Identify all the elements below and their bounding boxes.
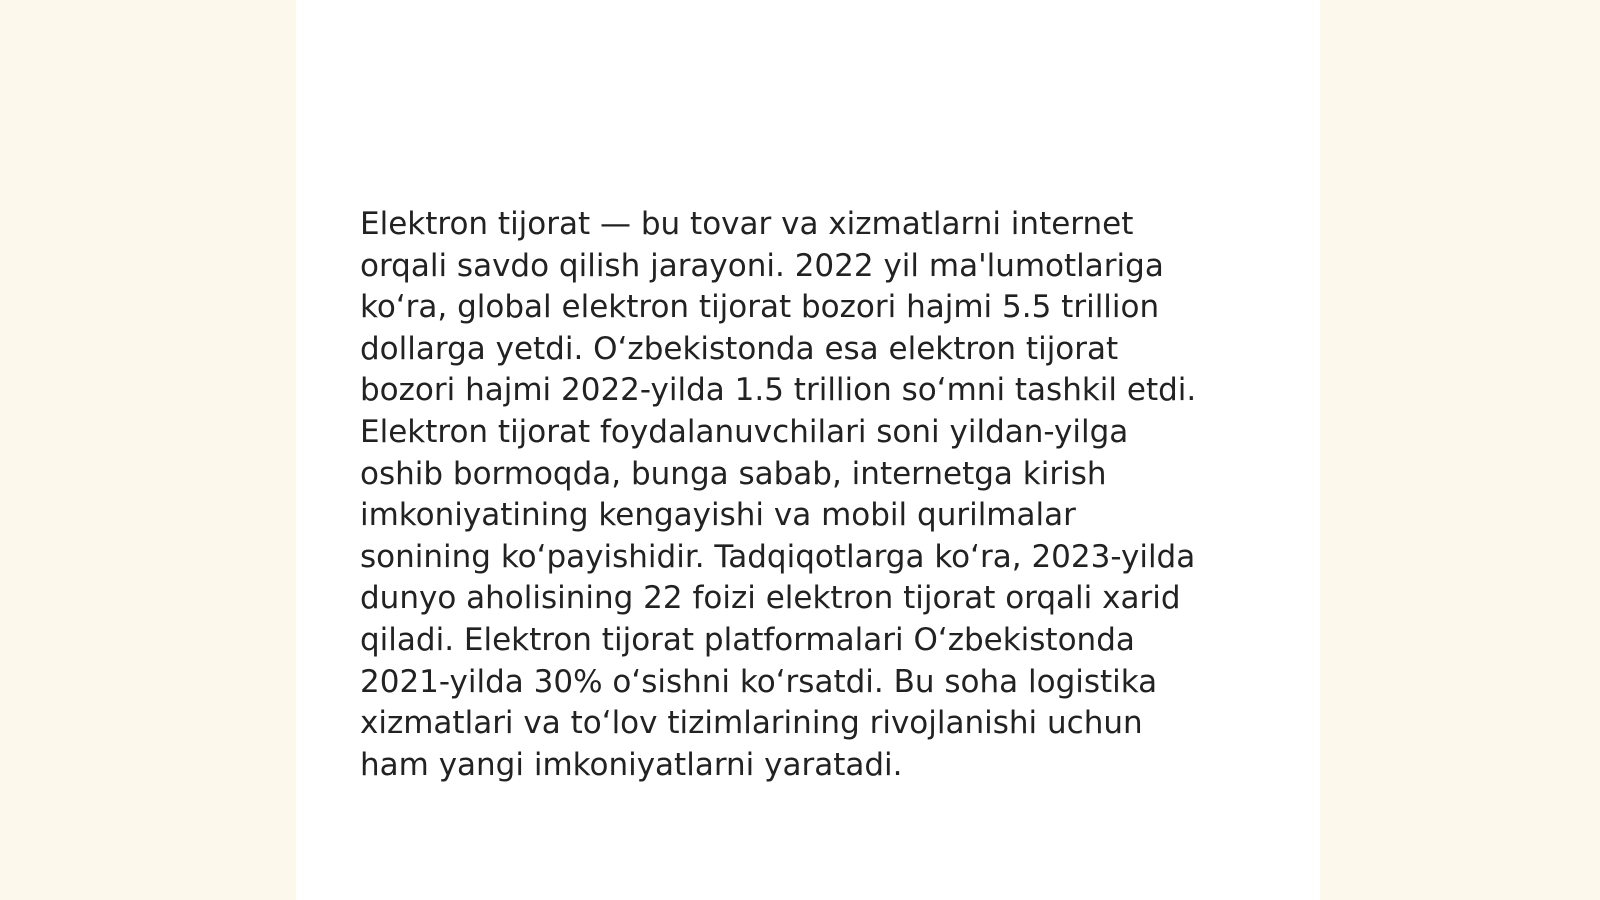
paragraph-line: qiladi. Elektron tijorat platformalari Oʻzbekistonda (360, 621, 1135, 658)
document-page (296, 0, 1320, 900)
paragraph-line: orqali savdo qilish jarayoni. 2022 yil ma'lumotlariga (360, 247, 1164, 284)
paragraph-line: 2021-yilda 30% oʻsishni koʻrsatdi. Bu soha logistika (360, 663, 1158, 700)
paragraph-line: dollarga yetdi. Oʻzbekistonda esa elektron tijorat (360, 330, 1119, 367)
paragraph-line: Elektron tijorat — bu tovar va xizmatlarni internet (360, 206, 1134, 242)
paragraph-line: bozori hajmi 2022-yilda 1.5 trillion soʻmni tashkil etdi. (360, 372, 1197, 409)
paragraph-line: sonining koʻpayishidir. Tadqiqotlarga koʻra, 2023-yilda (360, 538, 1196, 575)
paragraph-line: oshib bormoqda, bunga sabab, internetga kirish (360, 455, 1107, 492)
paragraph-line: koʻra, global elektron tijorat bozori hajmi 5.5 trillion (360, 289, 1160, 326)
body-paragraph (360, 204, 1240, 786)
paragraph-line: ham yangi imkoniyatlarni yaratadi. (360, 746, 903, 783)
paragraph-line: xizmatlari va toʻlov tizimlarining rivojlanishi uchun (360, 705, 1143, 742)
paragraph-line: imkoniyatining kengayishi va mobil qurilmalar (360, 497, 1076, 534)
paragraph-line: dunyo aholisining 22 foizi elektron tijorat orqali xarid (360, 580, 1181, 617)
paragraph-line: Elektron tijorat foydalanuvchilari soni yildan-yilga (360, 413, 1129, 450)
